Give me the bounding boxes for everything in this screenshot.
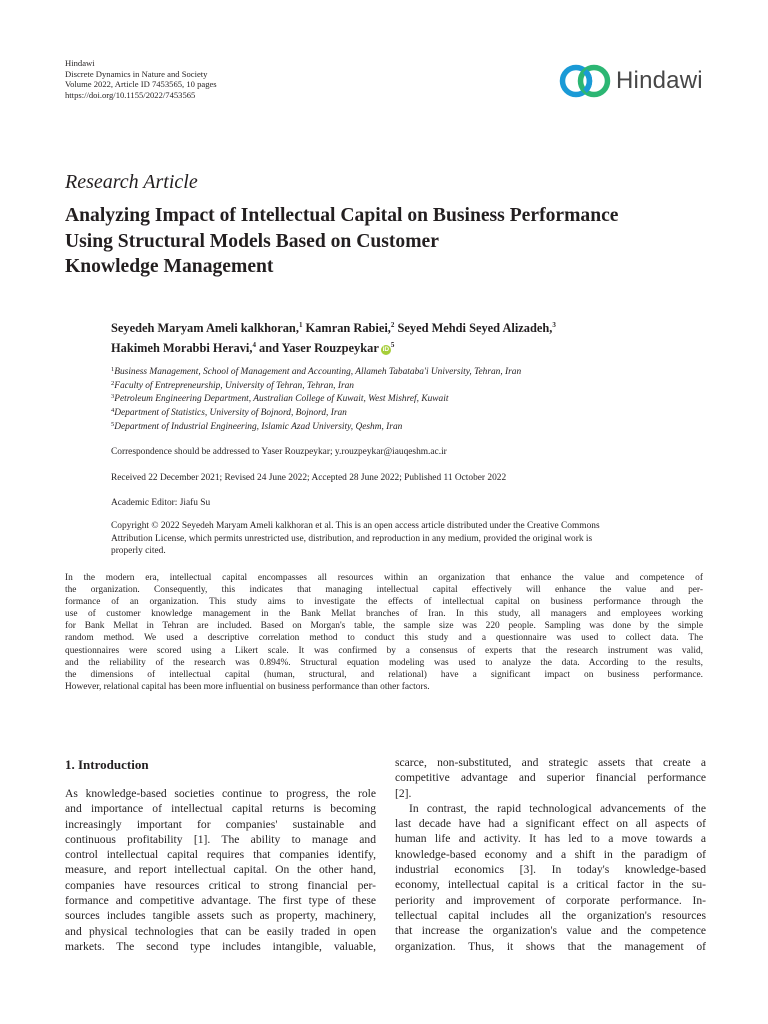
affiliation-text: Department of Statistics, University of Bojnord, Bojnord, Iran bbox=[114, 408, 347, 419]
body-line: organization. Thus, it shows that the management of bbox=[395, 939, 706, 953]
body-column-right bbox=[395, 755, 706, 954]
hindawi-logo bbox=[558, 63, 708, 99]
body-line: and physical technologies that can be easily traded in open bbox=[65, 924, 376, 938]
journal-header bbox=[65, 58, 217, 100]
abstract-line: the dimensions of intellectual capital (human, structural, and relational) have a significant impact on business performance. bbox=[65, 669, 703, 680]
affiliation-item bbox=[111, 393, 521, 407]
copyright-line: Attribution License, which permits unrestricted use, distribution, and reproduction in any medium, provided the original work is bbox=[111, 533, 593, 544]
author-name[interactable]: Hakimeh Morabbi Heravi, bbox=[111, 341, 253, 355]
body-line: [2]. bbox=[395, 786, 412, 800]
copyright-line: Copyright © 2022 Seyedeh Maryam Ameli kalkhoran et al. This is an open access article distributed under the Creative Commons bbox=[111, 521, 600, 531]
author-affil-ref: 4 bbox=[252, 340, 256, 349]
orcid-icon[interactable]: iD bbox=[382, 346, 390, 353]
body-line: sources includes tangible assets such as property, machinery, bbox=[65, 909, 376, 923]
doi-link[interactable]: https://doi.org/10.1155/2022/7453565 bbox=[65, 89, 196, 100]
body-line: control intellectual capital requires that companies identify, bbox=[65, 848, 376, 862]
body-line: As knowledge-based societies continue to progress, the role bbox=[65, 787, 376, 800]
affiliation-text: Department of Industrial Engineering, Islamic Azad University, Qeshm, Iran bbox=[114, 421, 403, 432]
abstract-line: questionnaires were scored using a Likert scale. It was confirmed by a consensus of experts that the research instrument was valid, bbox=[65, 645, 703, 656]
hindawi-logo-icon bbox=[558, 63, 614, 99]
abstract bbox=[65, 572, 703, 693]
body-line: tellectual capital includes all the organization's resources bbox=[395, 908, 706, 922]
affiliation-text: Business Management, School of Management and Accounting, Allameh Tabataba'i University, Tehran, Iran bbox=[114, 367, 522, 377]
body-line: markets. The second type includes intangible, valuable, bbox=[65, 939, 376, 953]
body-line: knowledge-based economy and a shift in the paradigm of bbox=[395, 847, 706, 861]
affiliation-item bbox=[111, 380, 521, 394]
publication-dates: Received 22 December 2021; Revised 24 June 2022; Accepted 28 June 2022; Published 11 October 2022 bbox=[111, 473, 507, 483]
article-type: Research Article bbox=[65, 171, 198, 193]
affiliation-number: 4 bbox=[111, 407, 115, 415]
article-title bbox=[65, 203, 725, 280]
abstract-line: However, relational capital has been more influential on business performance than other factors. bbox=[65, 681, 430, 692]
body-line: industrial economics [3]. In today's knowledge-based bbox=[395, 863, 706, 877]
logo-text: Hindawi bbox=[616, 67, 703, 94]
abstract-line: the organization. Consequently, this indicates that managing intellectual capital effectively will enhance the value and per- bbox=[65, 585, 703, 596]
affiliation-item bbox=[111, 407, 521, 421]
abstract-line: formance of an organization. This study aims to investigate the effects of intellectual capital on business performance through the bbox=[65, 597, 703, 608]
author-affil-ref: 2 bbox=[390, 320, 395, 329]
author-affil-ref: 5 bbox=[390, 340, 395, 349]
title-line: Using Structural Models Based on Customer bbox=[65, 230, 439, 252]
publisher-name: Hindawi bbox=[65, 58, 95, 68]
body-line: that increase the organization's value and the competence bbox=[395, 924, 706, 938]
journal-name: Discrete Dynamics in Nature and Society bbox=[65, 68, 208, 79]
affiliation-number: 2 bbox=[111, 379, 115, 387]
correspondence: Correspondence should be addressed to Yaser Rouzpeykar; y.rouzpeykar@iauqeshm.ac.ir bbox=[111, 447, 447, 457]
body-column-left bbox=[65, 750, 376, 954]
affiliation-item bbox=[111, 421, 521, 435]
body-line: economy, intellectual capital is a critical factor in the su- bbox=[395, 878, 706, 892]
affiliation-item bbox=[111, 366, 521, 380]
academic-editor: Academic Editor: Jiafu Su bbox=[111, 498, 211, 508]
author-affil-ref: 1 bbox=[298, 320, 303, 329]
affiliation-text: Petroleum Engineering Department, Australian College of Kuwait, West Mishref, Kuwait bbox=[114, 394, 449, 405]
abstract-line: use of customer knowledge management in the Bank Mellat branches of Iran. In this study, all managers and employees working bbox=[65, 609, 703, 620]
author-line bbox=[111, 338, 711, 358]
author-name[interactable]: Seyedeh Maryam Ameli kalkhoran, bbox=[111, 321, 299, 335]
affiliation-number: 3 bbox=[111, 393, 115, 401]
title-line: Knowledge Management bbox=[65, 256, 274, 277]
body-line: last decade have had a significant effect on all aspects of bbox=[395, 817, 706, 831]
body-line: competitive advantage and superior financial performance bbox=[395, 771, 706, 785]
author-name[interactable]: Kamran Rabiei, bbox=[302, 321, 391, 335]
affiliation-number: 5 bbox=[111, 420, 115, 428]
author-name[interactable]: Seyed Mehdi Seyed Alizadeh, bbox=[394, 321, 553, 335]
copyright-line: properly cited. bbox=[111, 546, 166, 557]
affiliation-text: Faculty of Entrepreneurship, University of Tehran, Tehran, Iran bbox=[114, 380, 354, 391]
section-heading-introduction: 1. Introduction bbox=[65, 757, 149, 772]
body-line: human life and activity. It has led to a move towards a bbox=[395, 832, 706, 846]
body-line: measure, and report intellectual capital. On the other hand, bbox=[65, 863, 376, 877]
author-affil-ref: 3 bbox=[552, 320, 556, 329]
body-line: companies have resources critical to strong financial per- bbox=[65, 878, 376, 892]
affiliation-number: 1 bbox=[111, 366, 115, 373]
abstract-line: In the modern era, intellectual capital encompasses all resources within an organization that enhance the value and competence of bbox=[65, 573, 703, 583]
volume-info: Volume 2022, Article ID 7453565, 10 pages bbox=[65, 79, 217, 90]
body-line: periority and improvement of corporate performance. In- bbox=[395, 893, 706, 907]
abstract-line: and the reliability of the research was 0.894%. Structural equation modeling was used to analyze the data. According to the results, bbox=[65, 657, 703, 668]
abstract-line: random method. We used a descriptive correlation method to conduct this study and a questionnaire was used to collect data. The bbox=[65, 633, 703, 644]
copyright-notice bbox=[111, 520, 703, 558]
body-line: increasingly important for companies' sustainable and bbox=[65, 817, 376, 831]
affiliations bbox=[111, 366, 521, 435]
body-line: scarce, non-substituted, and strategic assets that create a bbox=[395, 756, 706, 769]
author-name[interactable]: and Yaser Rouzpeykar bbox=[255, 341, 379, 355]
body-line: and importance of intellectual capital returns is becoming bbox=[65, 802, 376, 816]
abstract-line: for Bank Mellat in Tehran are included. Based on Morgan's table, the sample size was 220 people. Sampling was done by the simple bbox=[65, 621, 703, 632]
title-line: Analyzing Impact of Intellectual Capital on Business Performance bbox=[65, 205, 619, 226]
author-list bbox=[111, 318, 711, 358]
body-line: In contrast, the rapid technological advancements of the bbox=[409, 801, 706, 815]
body-line: formance and competitive advantage. The first type of these bbox=[65, 894, 376, 908]
body-line: continuous profitability [1]. The ability to manage and bbox=[65, 832, 376, 846]
author-line bbox=[111, 318, 711, 338]
